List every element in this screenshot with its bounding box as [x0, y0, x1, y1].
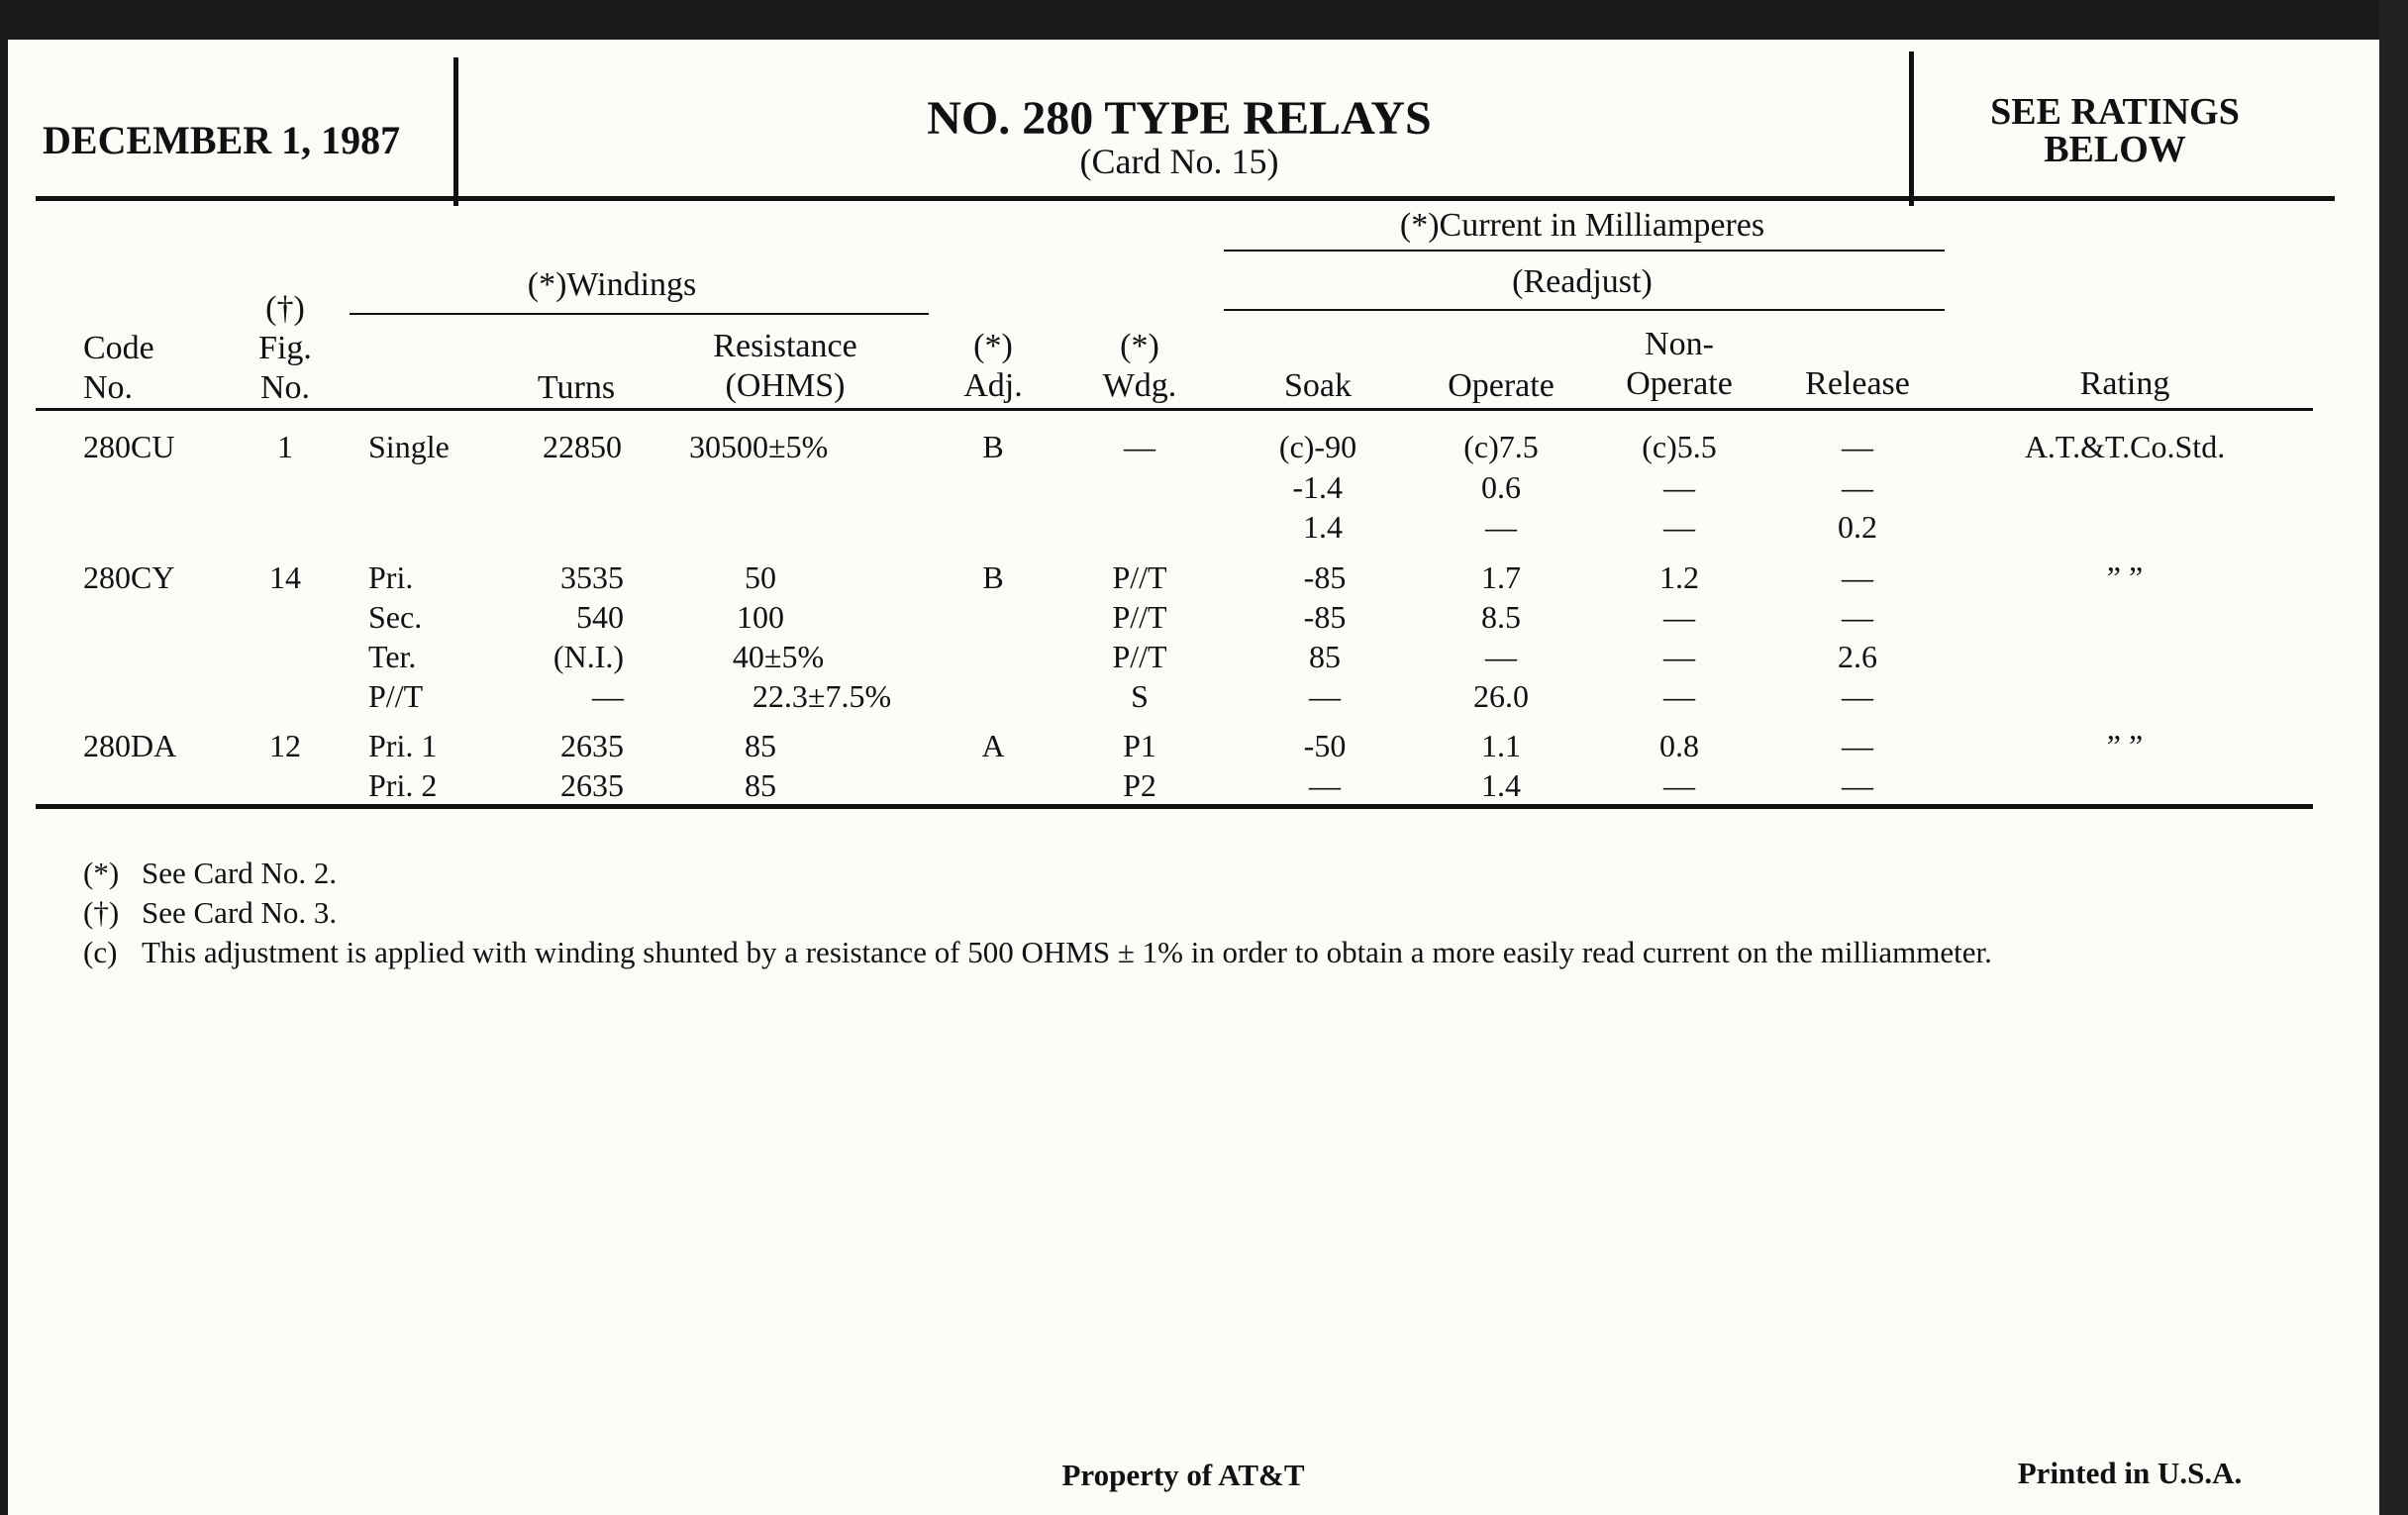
cell-operate: —: [1485, 509, 1517, 545]
cell-wdg: —: [1124, 429, 1155, 464]
cell-adj: B: [982, 559, 1004, 595]
cell-turns: 2635: [560, 767, 624, 803]
col-resistance-line2: (OHMS): [725, 367, 846, 404]
cell-nonoperate: 1.2: [1659, 559, 1699, 595]
cell-release: —: [1842, 599, 1873, 635]
col-adj-line1: (*): [973, 328, 1013, 364]
cell-wdg: P//T: [1112, 559, 1167, 595]
col-fig-line1: (†): [265, 290, 305, 327]
cell-turns: —: [592, 678, 624, 714]
readjust-rule: [1224, 309, 1945, 311]
cell-operate: 1.4: [1481, 767, 1521, 803]
cell-soak: (c)-90: [1278, 429, 1357, 464]
cell-wdg: S: [1131, 678, 1149, 714]
footer-property: Property of AT&T: [1061, 1458, 1305, 1492]
cell-code: 280CU: [83, 429, 175, 464]
cell-code: 280CY: [83, 559, 175, 595]
cell-rating: ” ”: [2106, 559, 2144, 595]
footnote-2-text: See Card No. 3.: [142, 895, 338, 930]
cell-turns: 22850: [543, 429, 622, 464]
cell-rating: ” ”: [2106, 728, 2144, 763]
cell-soak: —: [1309, 678, 1341, 714]
cell-fig: 12: [269, 728, 301, 763]
cell-resistance: 50: [745, 559, 776, 595]
cell-release: 0.2: [1838, 509, 1877, 545]
card-title: NO. 280 TYPE RELAYS: [927, 92, 1432, 145]
footnote-2-mark: (†): [83, 895, 120, 930]
cell-resistance: 85: [745, 728, 776, 763]
cell-nonoperate: —: [1663, 639, 1695, 674]
col-code-line2: No.: [83, 369, 134, 406]
table-bottom-rule: [36, 804, 2313, 809]
col-fig-line3: No.: [259, 369, 311, 406]
cell-soak: -1.4: [1292, 469, 1343, 505]
cell-operate: 0.6: [1481, 469, 1521, 505]
cell-nonoperate: —: [1663, 469, 1695, 505]
cell-release: —: [1842, 429, 1873, 464]
footer-printed: Printed in U.S.A.: [2017, 1456, 2243, 1490]
footnote-1-text: See Card No. 2.: [142, 856, 338, 890]
cell-resistance: 85: [745, 767, 776, 803]
col-fig-line2: Fig.: [258, 330, 312, 366]
cell-winding: Pri.: [368, 559, 414, 595]
cell-turns: 3535: [560, 559, 624, 595]
cell-winding: P//T: [368, 678, 424, 714]
cell-winding: Sec.: [368, 599, 423, 635]
cell-fig: 14: [269, 559, 301, 595]
cell-operate: 1.7: [1481, 559, 1521, 595]
cell-nonoperate: —: [1663, 767, 1695, 803]
cell-operate: 26.0: [1473, 678, 1529, 714]
cell-winding: Ter.: [368, 639, 417, 674]
windings-rule: [350, 313, 929, 315]
readjust-header: (Readjust): [1512, 263, 1653, 300]
cell-turns: 540: [576, 599, 624, 635]
cell-soak: —: [1309, 767, 1341, 803]
cell-turns: (N.I.): [552, 639, 624, 674]
cell-release: —: [1842, 728, 1873, 763]
col-nonoperate-line2: Operate: [1626, 365, 1733, 402]
cell-release: 2.6: [1838, 639, 1877, 674]
header-rule: [36, 196, 2335, 201]
cell-adj: A: [981, 728, 1005, 763]
relay-card: [8, 40, 2379, 1515]
col-wdg-line2: Wdg.: [1102, 367, 1177, 404]
cell-release: —: [1842, 559, 1873, 595]
ratings-note-line2: BELOW: [2044, 129, 2186, 170]
col-adj-line2: Adj.: [963, 367, 1023, 404]
header-divider-left: [453, 57, 458, 206]
cell-fig: 1: [277, 429, 293, 464]
cell-wdg: P//T: [1112, 599, 1167, 635]
cell-resistance: 100: [737, 599, 784, 635]
cell-resistance: 22.3±7.5%: [752, 678, 892, 714]
cell-nonoperate: 0.8: [1659, 728, 1699, 763]
table-header-rule: [36, 408, 2313, 411]
cell-resistance: 30500±5%: [689, 429, 829, 464]
cell-nonoperate: —: [1663, 509, 1695, 545]
col-soak: Soak: [1284, 367, 1352, 404]
cell-wdg: P//T: [1112, 639, 1167, 674]
col-nonoperate-line1: Non-: [1645, 326, 1714, 362]
footnote-3-text: This adjustment is applied with winding shunted by a resistance of 500 OHMS ± 1% in order to obtain a more easily read current on the milliammeter.: [142, 935, 1992, 969]
card-date: DECEMBER 1, 1987: [43, 118, 401, 162]
cell-nonoperate: (c)5.5: [1642, 429, 1717, 464]
col-rating: Rating: [2079, 365, 2170, 402]
cell-code: 280DA: [83, 728, 177, 763]
cell-operate: —: [1485, 639, 1517, 674]
col-operate: Operate: [1448, 367, 1555, 404]
cell-winding: Pri. 1: [368, 728, 438, 763]
current-group-rule: [1224, 250, 1945, 252]
cell-winding: Pri. 2: [368, 767, 438, 803]
col-release: Release: [1805, 365, 1910, 402]
cell-nonoperate: —: [1663, 678, 1695, 714]
col-resistance-line1: Resistance: [713, 328, 857, 364]
cell-resistance: 40±5%: [732, 639, 825, 674]
cell-soak: -50: [1303, 728, 1347, 763]
cell-soak: -85: [1303, 559, 1347, 595]
header-divider-right: [1909, 51, 1914, 206]
cell-adj: B: [982, 429, 1004, 464]
cell-release: —: [1842, 469, 1873, 505]
card-subtitle: (Card No. 15): [1079, 142, 1279, 181]
cell-rating: A.T.&T.Co.Std.: [2024, 429, 2226, 464]
footnote-1-mark: (*): [83, 856, 120, 890]
cell-soak: 1.4: [1303, 509, 1343, 545]
cell-wdg: P2: [1123, 767, 1156, 803]
cell-operate: 8.5: [1481, 599, 1521, 635]
col-turns: Turns: [537, 369, 616, 406]
cell-nonoperate: —: [1663, 599, 1695, 635]
cell-turns: 2635: [560, 728, 624, 763]
cell-release: —: [1842, 767, 1873, 803]
cell-wdg: P1: [1123, 728, 1156, 763]
cell-operate: 1.1: [1481, 728, 1521, 763]
cell-operate: (c)7.5: [1463, 429, 1539, 464]
col-wdg-line1: (*): [1120, 328, 1159, 364]
current-group-header: (*)Current in Milliamperes: [1399, 207, 1765, 244]
cell-release: —: [1842, 678, 1873, 714]
windings-header: (*)Windings: [527, 266, 697, 303]
ratings-note-line1: SEE RATINGS: [1990, 91, 2240, 133]
scan-edge: [2379, 0, 2408, 1515]
col-code-line1: Code: [83, 330, 154, 366]
footnote-3-mark: (c): [83, 935, 118, 969]
cell-winding: Single: [368, 429, 450, 464]
cell-soak: -85: [1303, 599, 1347, 635]
cell-soak: 85: [1309, 639, 1341, 674]
